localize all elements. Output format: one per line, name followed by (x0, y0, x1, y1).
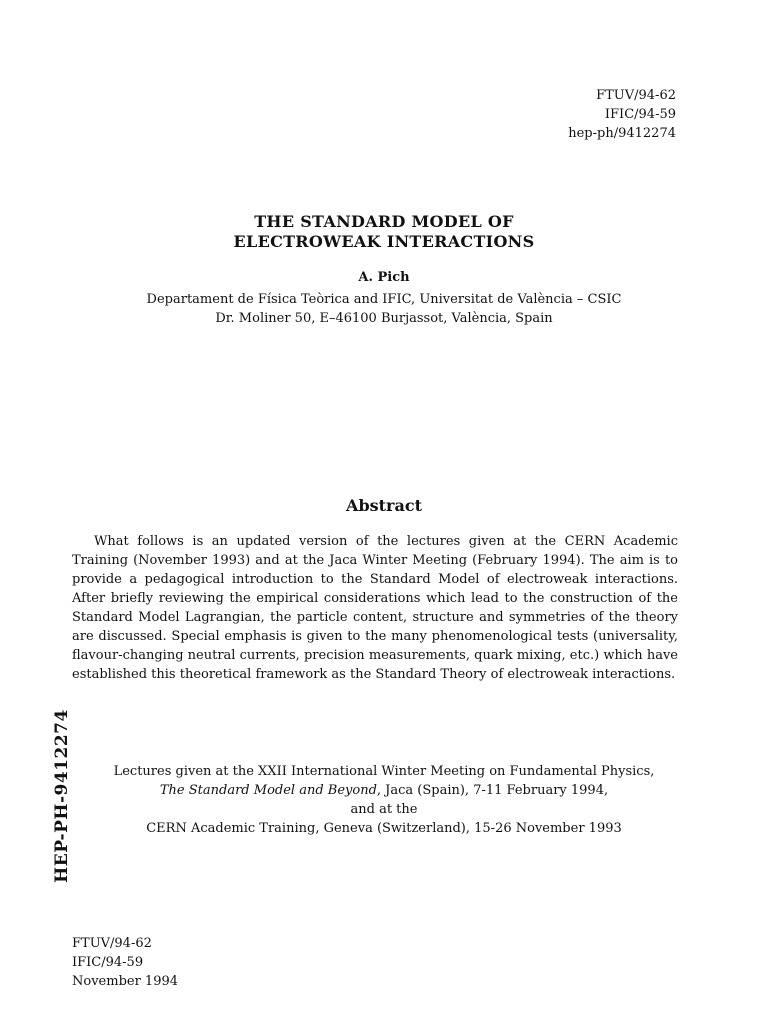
preprint-number: hep-ph/9412274 (568, 126, 676, 141)
lecture-line: Lectures given at the XXII International Winter Meeting on Fundamental Physics, (113, 764, 655, 779)
preprint-number: IFIC/94-59 (604, 107, 676, 122)
lecture-line (0, 781, 768, 800)
preprint-numbers (568, 86, 676, 143)
lecture-line: CERN Academic Training, Geneva (Switzerland), 15-26 November 1993 (146, 821, 622, 836)
footer-line: FTUV/94-62 (72, 936, 152, 951)
affiliation-line: Dr. Moliner 50, E–46100 Burjassot, València, Spain (215, 311, 553, 326)
paper-title (0, 212, 768, 252)
author-name: A. Pich (358, 270, 410, 285)
arxiv-side-identifier: HEP-PH-9412274 (52, 709, 72, 883)
title-line: ELECTROWEAK INTERACTIONS (233, 232, 535, 251)
abstract-heading: Abstract (346, 496, 422, 515)
abstract-text: What follows is an updated version of the lectures given at the CERN Academic Training (November 1993) and at the Jaca Winter Meeting (February 1994). The aim is to provide a pedagogical introduction to the Standard Model of electroweak interactions. After briefly reviewing the empirical considerations which lead to the construction of the Standard Model Lagrangian, the particle content, structure and symmetries of the theory are discussed. Special emphasis is given to the many phenomenological tests (universality, flavour-changing neutral currents, precision measurements, quark mixing, etc.) which have established this theoretical framework as the Standard Theory of electroweak interactions. (72, 534, 678, 682)
preprint-number: FTUV/94-62 (596, 88, 676, 103)
meeting-title: The Standard Model and Beyond (159, 783, 377, 798)
affiliation-line: Departament de Física Teòrica and IFIC, Universitat de València – CSIC (146, 292, 622, 307)
lecture-note (0, 762, 768, 838)
lecture-line: and at the (350, 802, 418, 817)
meeting-details: , Jaca (Spain), 7-11 February 1994, (376, 783, 609, 798)
footer-line: November 1994 (72, 974, 179, 989)
title-line: THE STANDARD MODEL OF (254, 212, 514, 231)
footer-line: IFIC/94-59 (72, 955, 144, 970)
footer-info (72, 934, 178, 991)
affiliation (0, 290, 768, 328)
